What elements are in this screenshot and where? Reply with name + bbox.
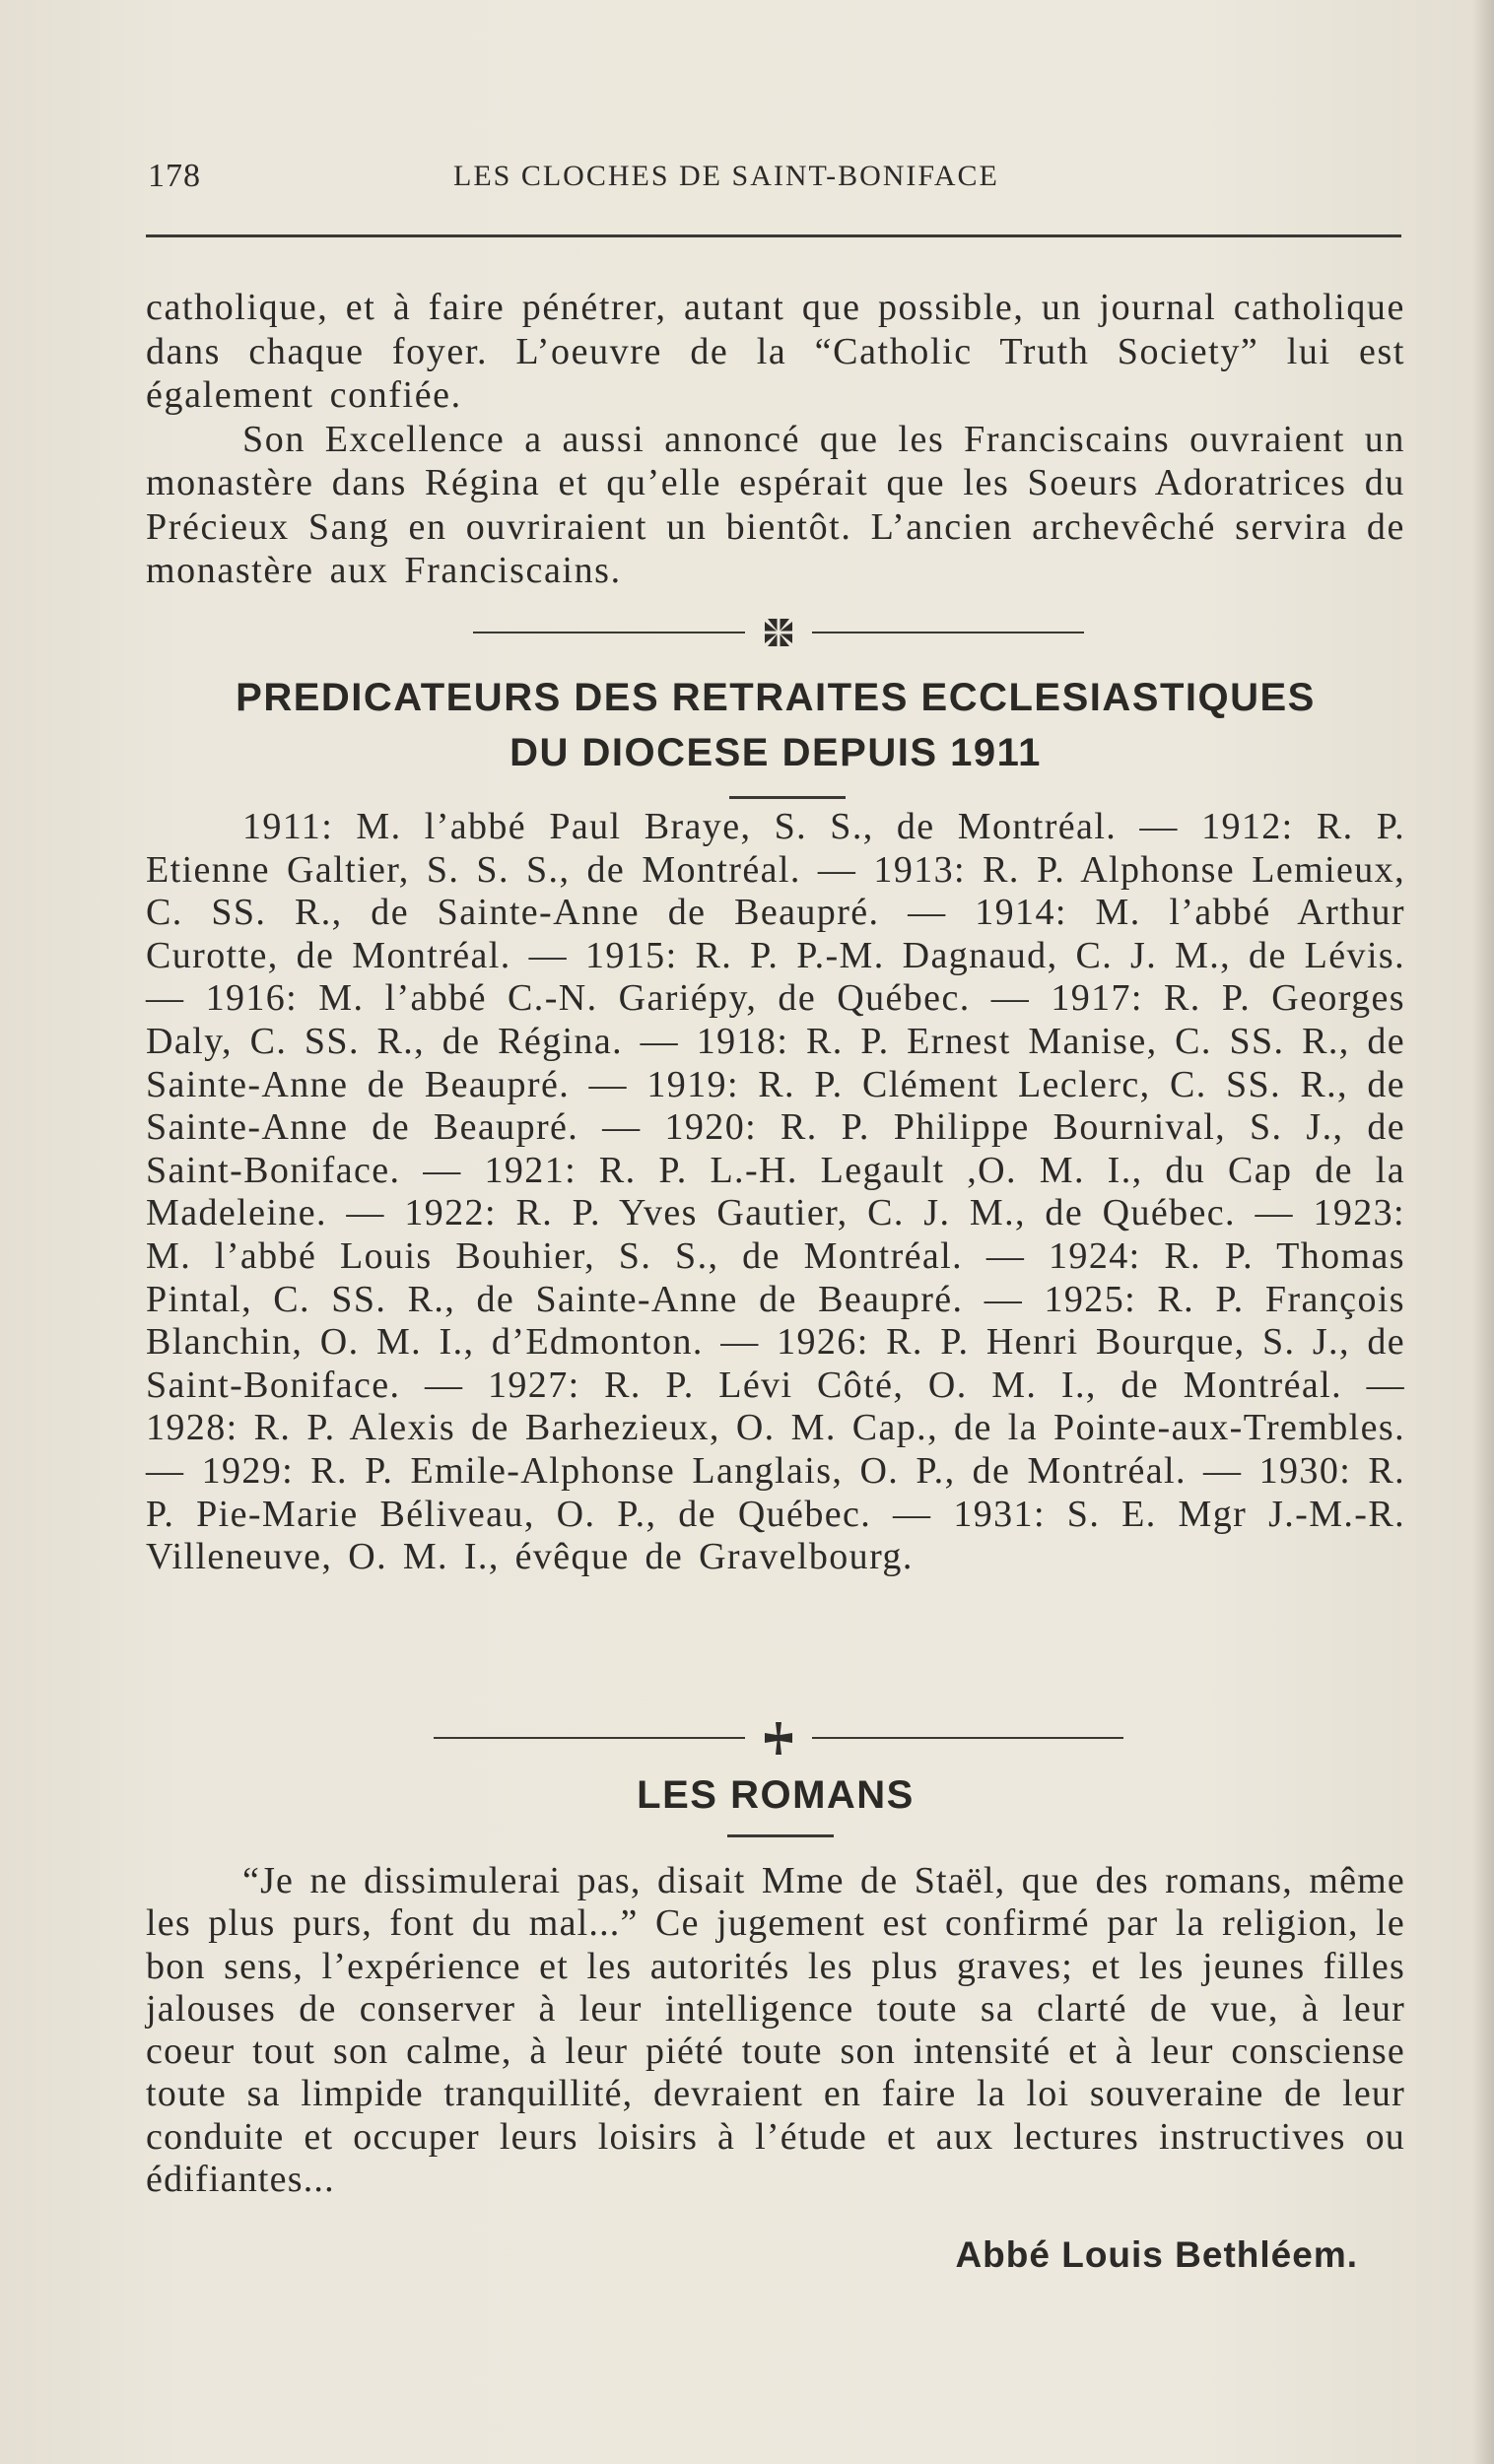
- divider-line-left: [434, 1737, 745, 1739]
- section-divider: [419, 1718, 1138, 1758]
- heading-underline: [729, 796, 846, 799]
- running-title: LES CLOCHES DE SAINT-BONIFACE: [453, 160, 999, 192]
- signature: Abbé Louis Bethléem.: [955, 2234, 1358, 2275]
- section-divider: [468, 613, 1089, 652]
- heading-line-1: PREDICATEURS DES RETRAITES ECCLESIASTIQUES: [236, 676, 1316, 719]
- cross-pattee-icon: [755, 1718, 802, 1758]
- paragraph-catholic-truth: catholique, et à faire pénétrer, autant que possible, un journal catholique dans chaque foyer. L’oeuvre de la “Catholic Truth Society” lui est également confiée.: [146, 287, 1405, 416]
- romans-text: [146, 1860, 1405, 2201]
- paragraph-franciscains: Son Excellence a aussi annoncé que les Franciscains ouvraient un monastère dans Régina et qu’elle espérait que les Soeurs Adoratrices du Précieux Sang en ouvriraient un bientôt. L’ancien archevêché servira de monastère aux Franciscains.: [146, 418, 1405, 591]
- heading-underline: [727, 1834, 834, 1837]
- maltese-cross-icon: [755, 613, 802, 652]
- paragraph-predicateurs: 1911: M. l’abbé Paul Braye, S. S., de Montréal. — 1912: R. P. Etienne Galtier, S. S. S., de Montréal. — 1913: R. P. Alphonse Lemieux, C. SS. R., de Sainte-Anne de Beaupré. — 1914: M. l’abbé Arthur Curotte, de Montréal. — 1915: R. P. P.-M. Dagnaud, C. J. M., de Lévis. — 1916: M. l’abbé C.-N. Gariépy, de Québec. — 1917: R. P. Georges Daly, C. SS. R., de Régina. — 1918: R. P. Ernest Manise, C. SS. R., de Sainte-Anne de Beaupré. — 1919: R. P. Clément Leclerc, C. SS. R., de Sainte-Anne de Beaupré. — 1920: R. P. Philippe Bournival, S. J., de Saint-Boniface. — 1921: R. P. L.-H. Legault ,O. M. I., du Cap de la Madeleine. — 1922: R. P. Yves Gautier, C. J. M., de Québec. — 1923: M. l’abbé Louis Bouhier, S. S., de Montréal. — 1924: R. P. Thomas Pintal, C. SS. R., de Sainte-Anne de Beaupré. — 1925: R. P. François Blanchin, O. M. I., d’Edmonton. — 1926: R. P. Henri Bourque, S. J., de Saint-Boniface. — 1927: R. P. Lévi Côté, O. M. I., de Montréal. — 1928: R. P. Alexis de Barhezieux, O. M. Cap., de la Pointe-aux-Trembles. — 1929: R. P. Emile-Alphonse Langlais, O. P., de Montréal. — 1930: R. P. Pie-Marie Béliveau, O. P., de Québec. — 1931: S. E. Mgr J.-M.-R. Villeneuve, O. M. I., évêque de Gravelbourg.: [146, 806, 1405, 1578]
- page-number: 178: [148, 158, 201, 194]
- divider-line-right: [812, 632, 1084, 633]
- section-heading-romans: LES ROMANS: [637, 1773, 915, 1817]
- divider-line-left: [473, 632, 745, 633]
- section-heading-predicateurs: [146, 670, 1405, 780]
- divider-line-right: [812, 1737, 1123, 1739]
- predicateurs-list: [146, 806, 1405, 1579]
- heading-line-2: DU DIOCESE DEPUIS 1911: [509, 731, 1042, 774]
- opening-text: [146, 286, 1405, 593]
- header-rule: [146, 234, 1401, 237]
- paragraph-romans: “Je ne dissimulerai pas, disait Mme de Staël, que des romans, même les plus purs, font du mal...” Ce jugement est confirmé par la religion, le bon sens, l’expérience et les autorités les plus graves; et les jeunes filles jalouses de conserver à leur intelligence toute sa clarté de vue, à leur coeur tout son calme, à leur piété toute son intensité et à leur consciense toute sa limpide tranquillité, devraient en faire la loi souveraine de leur conduite et occuper leurs loisirs à l’étude et aux lectures instructives ou édifiantes...: [146, 1860, 1405, 2201]
- page-header: [148, 158, 1399, 197]
